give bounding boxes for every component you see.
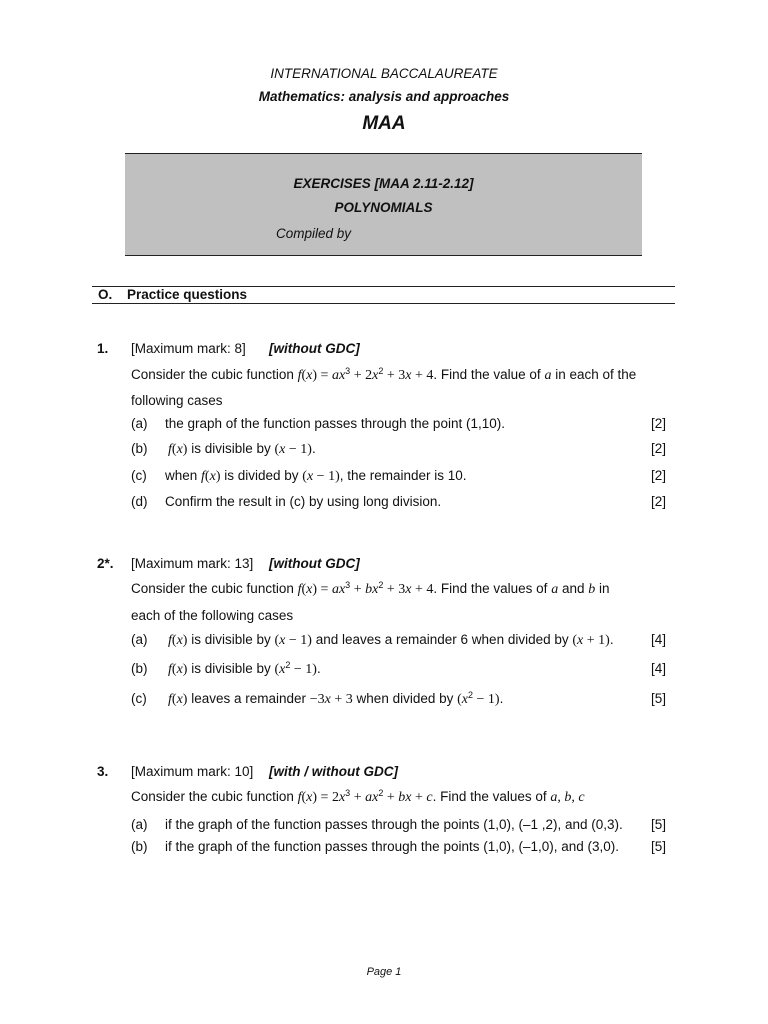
q3-max-mark: [Maximum mark: 10] — [131, 764, 254, 779]
q1-number: 1. — [97, 341, 109, 356]
q1-intro-line1: Consider the cubic function $f(x) = ax^3 + 2x^2 + 3x + 4$. Find the value of a in each of the — [131, 366, 637, 383]
q2-a-label: (a) — [131, 632, 148, 647]
q2-gdc: [without GDC] — [269, 556, 360, 571]
q3-number: 3. — [97, 764, 109, 779]
q1-max-mark: [Maximum mark: 8] — [131, 341, 246, 356]
q1-c-mark: [2] — [650, 468, 666, 483]
q1-d-mark: [2] — [650, 494, 666, 509]
q1-a-text: the graph of the function passes through the point (1,10). — [165, 416, 505, 431]
q1-d-text: Confirm the result in (c) by using long division. — [165, 494, 442, 509]
q2-a-text: f(x) is divisible by (x − 1) and leaves a remainder 6 when divided by (x + 1). — [168, 632, 614, 648]
q1-a-label: (a) — [131, 416, 148, 431]
q1-b-text: f(x) is divisible by (x − 1). — [168, 441, 316, 457]
q2-intro-line2: each of the following cases — [131, 608, 294, 623]
q1-c-text: when f(x) is divided by (x − 1), the remainder is 10. — [165, 468, 467, 484]
exercises-title: EXERCISES [MAA 2.11-2.12] — [293, 176, 474, 191]
q3-b-label: (b) — [131, 839, 148, 854]
q1-b-label: (b) — [131, 441, 148, 456]
q2-c-mark: [5] — [650, 691, 666, 706]
q2-b-mark: [4] — [650, 661, 666, 676]
q3-gdc: [with / without GDC] — [269, 764, 398, 779]
course-name: Mathematics: analysis and approaches — [258, 89, 510, 104]
q1-b-mark: [2] — [650, 441, 666, 456]
section-title: Practice questions — [127, 287, 248, 302]
q2-max-mark: [Maximum mark: 13] — [131, 556, 254, 571]
q1-c-label: (c) — [131, 468, 147, 483]
q1-a-mark: [2] — [650, 416, 666, 431]
q2-a-mark: [4] — [650, 632, 666, 647]
q1-d-label: (d) — [131, 494, 148, 509]
org-name: INTERNATIONAL BACCALAUREATE — [270, 66, 498, 81]
section-number: O. — [98, 287, 113, 302]
page-number: Page 1 — [366, 966, 402, 978]
q3-a-text: if the graph of the function passes through the points (1,0), (–1 ,2), and (0,3). — [165, 817, 623, 832]
q2-number: 2*. — [97, 556, 114, 571]
q2-intro-line1: Consider the cubic function $f(x) = ax^3 + bx^2 + 3x + 4$. Find the values of a and b in — [131, 580, 610, 597]
q3-b-text: if the graph of the function passes through the points (1,0), (–1,0), and (3,0). — [165, 839, 620, 854]
q3-a-label: (a) — [131, 817, 148, 832]
q1-intro-line2: following cases — [131, 393, 223, 408]
q2-c-label: (c) — [131, 691, 147, 706]
q3-intro-line: Consider the cubic function $f(x) = 2x^3 + ax^2$ + bx + c. Find the values of a, b, c — [131, 788, 585, 805]
section-header — [92, 286, 675, 304]
course-code: MAA — [362, 113, 406, 134]
q2-b-label: (b) — [131, 661, 148, 676]
topic-title: POLYNOMIALS — [334, 200, 433, 215]
q3-b-mark: [5] — [650, 839, 666, 854]
q2-c-text: f(x) leaves a remainder −3x + 3 when divided by $(x^2 - 1)$. — [168, 690, 504, 707]
compiled-by: Compiled by — [276, 226, 352, 241]
q3-a-mark: [5] — [650, 817, 666, 832]
title-box — [125, 153, 642, 256]
q1-gdc: [without GDC] — [269, 341, 360, 356]
q2-b-text: f(x) is divisible by $(x^2 - 1)$. — [168, 660, 321, 677]
